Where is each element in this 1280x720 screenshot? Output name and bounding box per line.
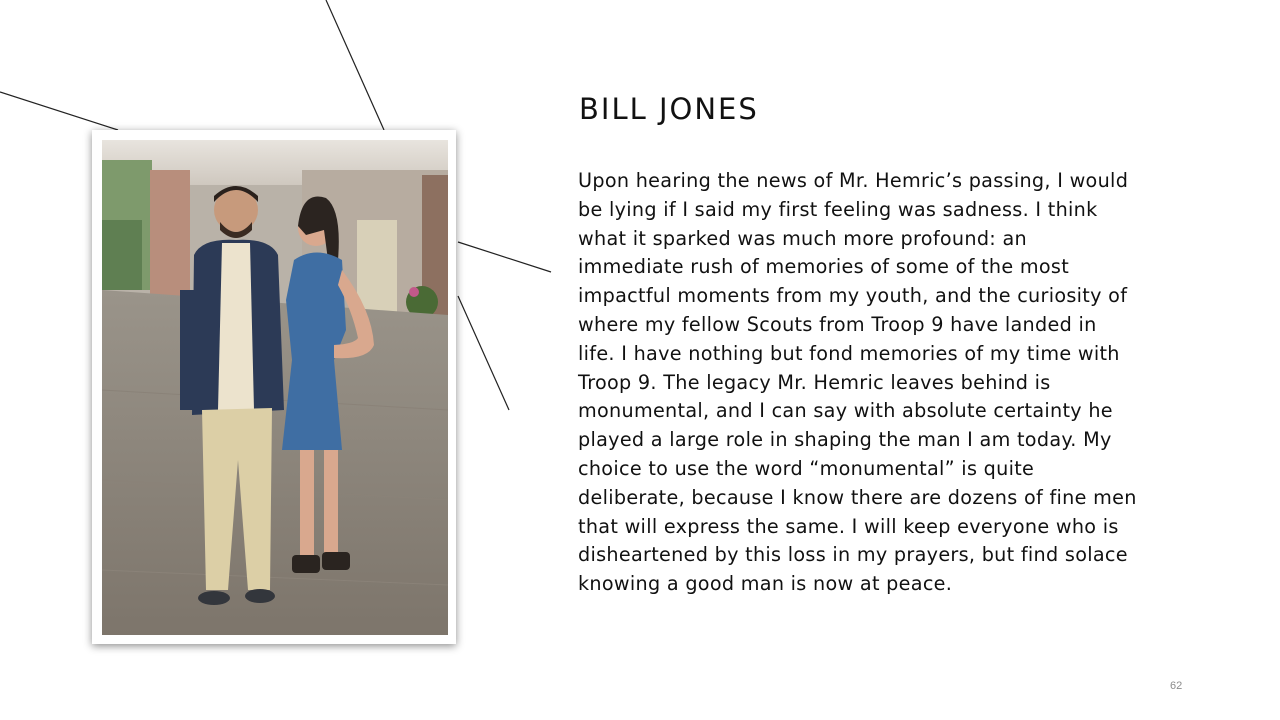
testimonial-text: Upon hearing the news of Mr. Hemric’s passing, I would be lying if I said my first feeling was sadness. I think what it sparked was much more profound: an immediate rush of memories of some of the most impactful moments from my youth, and the curiosity of where my fellow Scouts from Troop 9 have landed in life. I have nothing but fond memories of my time with Troop 9. The legacy Mr. Hemric leaves behind is monumental, and I can say with absolute certainty he played a large role in shaping the man I am today. My choice to use the word “monumental” is quite deliberate, because I know there are dozens of fine men that will express the same. I will keep everyone who is disheartened by this loss in my prayers, but find solace knowing a good man is now at peace.	[578, 169, 1137, 596]
decorative-line	[458, 296, 509, 410]
decorative-line	[0, 92, 118, 130]
photo-couple	[102, 140, 448, 635]
decorative-line	[326, 0, 384, 130]
slide-title: BILL JONES	[579, 92, 759, 126]
photo-frame	[92, 130, 456, 644]
slide-number: 62	[1170, 680, 1183, 692]
decorative-line	[458, 242, 551, 272]
